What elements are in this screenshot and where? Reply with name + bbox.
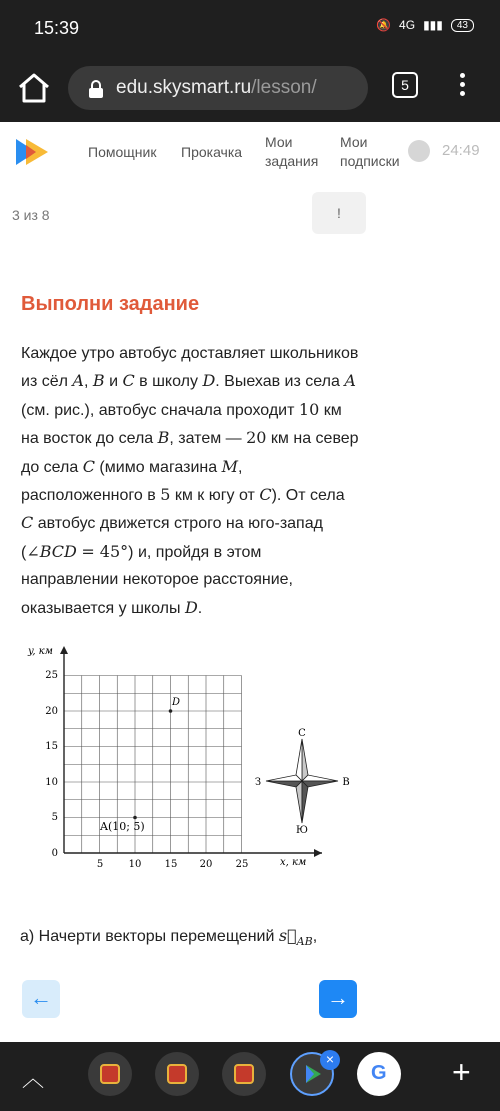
nav-item-my-tasks[interactable]: Мои задания (265, 134, 319, 169)
grid (64, 676, 242, 854)
battery-icon: 43 (451, 19, 474, 32)
browser-menu-icon[interactable] (452, 70, 472, 102)
tab-switcher-button[interactable]: 5 (392, 72, 418, 98)
point-d (169, 709, 173, 713)
google-icon[interactable] (357, 1052, 401, 1096)
system-status-bar (0, 0, 500, 56)
android-taskbar (0, 1042, 500, 1111)
point-a-label: A(10; 5) (100, 820, 145, 833)
arrow-right-icon: → (327, 985, 349, 1010)
compass-north: С (298, 728, 306, 739)
y-tick-25: 25 (45, 670, 58, 681)
task-description: Каждое утро автобус доставляет школьников из сёл A, B и C в школу D. Выехав из села A (см. рис.), автобус сначала проходит 10 км на восток до села B, затем — 20 км на север до села C (мимо магазина M, расположенного в 5 км к югу от C). От села C автобус движется строго на юго-запад (∠BCD = 45°) и, пройдя в этом направлении некоторое расстояние, оказывается у школы D. (21, 345, 359, 617)
coordinate-figure (22, 640, 362, 880)
app-icon-1[interactable] (88, 1052, 132, 1096)
x-tick-15: 15 (164, 859, 178, 870)
y-tick-20: 20 (45, 706, 58, 717)
nav-item-assistant[interactable]: Помощник (88, 144, 157, 160)
google-letter: G (371, 1062, 387, 1084)
task-counter: 3 из 8 (12, 207, 50, 223)
signal-bars-icon: ▮▮▮ (423, 18, 443, 32)
scroll-cut (0, 952, 500, 962)
url-path: /lesson/ (251, 77, 317, 98)
x-tick-25: 25 (235, 859, 249, 870)
address-bar[interactable] (68, 66, 368, 110)
clock-icon (408, 140, 430, 162)
previous-task-button[interactable] (22, 980, 60, 1018)
app-icon-2[interactable] (155, 1052, 199, 1096)
x-tick-10: 10 (128, 859, 142, 870)
x-axis-label: x, км (280, 857, 307, 868)
task-title: Выполни задание (21, 293, 200, 315)
nav-item-training[interactable]: Прокачка (181, 144, 243, 160)
point-a (133, 816, 137, 820)
compass-rose-icon (266, 739, 338, 823)
lesson-timer: 24:49 (442, 142, 480, 159)
report-button[interactable]: ! (312, 192, 366, 234)
site-header (0, 122, 500, 182)
subquestion-a: а) Начерти векторы перемещений $s⃗_{AB}$, (20, 926, 318, 949)
app-icon-3[interactable] (222, 1052, 266, 1096)
browser-toolbar (0, 56, 500, 122)
x-tick-labels (97, 859, 249, 870)
subquestion-a-text: а) Начерти векторы перемещений (20, 928, 275, 945)
y-axis-label: y, км (28, 646, 53, 657)
close-badge-icon[interactable]: × (320, 1050, 340, 1070)
y-tick-15: 15 (45, 741, 58, 752)
nav-item-my-subscriptions[interactable]: Мои подписки (340, 134, 400, 169)
x-tick-20: 20 (199, 859, 213, 870)
url-host: edu.skysmart.ru (116, 77, 252, 98)
y-tick-labels (45, 670, 58, 859)
add-icon[interactable]: + (452, 1054, 471, 1090)
compass-south: Ю (296, 825, 308, 836)
y-tick-10: 10 (45, 777, 58, 788)
y-tick-5: 5 (51, 812, 58, 823)
lock-icon (88, 80, 104, 98)
home-icon[interactable] (16, 70, 52, 106)
arrow-left-icon: ← (30, 985, 52, 1010)
compass-west: З (254, 777, 262, 788)
chevron-up-icon[interactable]: ︿ (22, 1066, 45, 1091)
mute-icon: 🔕 (376, 18, 392, 32)
x-tick-5: 5 (96, 859, 104, 870)
skysmart-logo-icon[interactable] (14, 137, 52, 167)
vector-s-ab: $s⃗_{AB}$ (278, 926, 313, 949)
point-d-label: D (172, 697, 181, 708)
y-tick-0: 0 (51, 848, 58, 859)
compass-east: В (342, 777, 350, 788)
status-icons (376, 18, 474, 32)
next-task-button[interactable] (319, 980, 357, 1018)
status-time: 15:39 (34, 18, 80, 38)
signal-icon: 4G (399, 18, 416, 32)
